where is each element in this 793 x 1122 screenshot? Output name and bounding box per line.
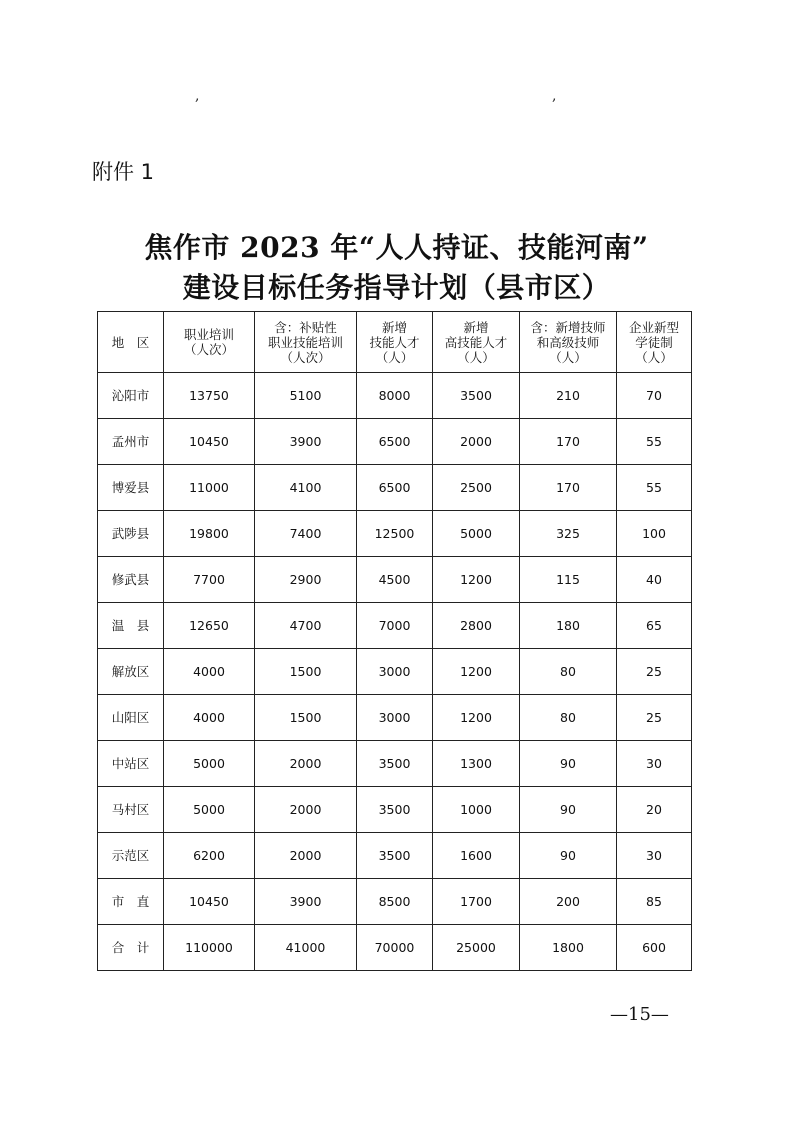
region-cell: 山阳区 [98,695,164,741]
region-cell: 解放区 [98,649,164,695]
value-cell-new-technicians: 210 [520,373,617,419]
value-cell-new-technicians: 170 [520,419,617,465]
scan-mark-right: , [552,88,557,104]
region-cell: 示范区 [98,833,164,879]
column-header-line: 学徒制 [635,334,673,350]
value-cell-enterprise-apprenticeship: 65 [617,603,692,649]
column-header-line: （人） [635,349,673,365]
value-cell-subsidized-training: 3900 [255,879,357,925]
value-cell-new-skilled-talent: 3000 [357,695,433,741]
value-cell-new-high-skilled-talent: 3500 [433,373,520,419]
column-header-line: 新增 [463,319,489,335]
table-row [98,373,692,419]
value-cell-new-skilled-talent: 3500 [357,833,433,879]
document-title-line-2: 建设目标任务指导计划（县市区） [182,271,611,304]
value-cell-enterprise-apprenticeship: 25 [617,649,692,695]
value-cell-new-technicians: 90 [520,833,617,879]
table-body [98,373,692,971]
value-cell-subsidized-training: 4700 [255,603,357,649]
value-cell-subsidized-training: 3900 [255,419,357,465]
table-row [98,741,692,787]
document-title-line-1: 焦作市 2023 年“人人持证、技能河南” [144,231,649,264]
value-cell-new-high-skilled-talent: 1000 [433,787,520,833]
value-cell-new-skilled-talent: 4500 [357,557,433,603]
value-cell-vocational-training: 7700 [164,557,255,603]
value-cell-enterprise-apprenticeship: 100 [617,511,692,557]
table-row [98,465,692,511]
value-cell-vocational-training: 4000 [164,649,255,695]
column-header-line: 技能人才 [369,334,420,350]
table-row [98,787,692,833]
column-header-enterprise-apprenticeship [617,312,692,373]
column-header-line: 新增 [381,319,407,335]
value-cell-vocational-training: 6200 [164,833,255,879]
value-cell-subsidized-training: 4100 [255,465,357,511]
value-cell-vocational-training: 19800 [164,511,255,557]
column-header-line: 和高级技师 [536,334,600,350]
table-row [98,695,692,741]
value-cell-new-technicians: 170 [520,465,617,511]
table-row [98,649,692,695]
value-cell-vocational-training: 5000 [164,787,255,833]
value-cell-subsidized-training: 2900 [255,557,357,603]
value-cell-enterprise-apprenticeship: 600 [617,925,692,971]
value-cell-new-high-skilled-talent: 1200 [433,557,520,603]
value-cell-enterprise-apprenticeship: 30 [617,833,692,879]
value-cell-new-high-skilled-talent: 1200 [433,649,520,695]
column-header-line: 高技能人才 [444,334,508,350]
scan-mark-left: , [195,88,200,104]
region-cell: 马村区 [98,787,164,833]
column-header-line: （人） [549,349,587,365]
value-cell-enterprise-apprenticeship: 70 [617,373,692,419]
region-cell: 市 直 [98,879,164,925]
value-cell-enterprise-apprenticeship: 40 [617,557,692,603]
table-row [98,511,692,557]
value-cell-new-skilled-talent: 3000 [357,649,433,695]
column-header-line: 地 区 [111,334,150,350]
table-row-total [98,925,692,971]
value-cell-enterprise-apprenticeship: 85 [617,879,692,925]
value-cell-new-skilled-talent: 3500 [357,741,433,787]
table-row [98,603,692,649]
value-cell-new-skilled-talent: 70000 [357,925,433,971]
value-cell-new-technicians: 115 [520,557,617,603]
column-header-line: （人次） [183,342,234,357]
target-task-table [97,311,692,971]
table-row [98,833,692,879]
column-header-line: 职业技能培训 [267,334,343,350]
table-header [98,312,692,373]
value-cell-new-high-skilled-talent: 5000 [433,511,520,557]
value-cell-new-technicians: 90 [520,741,617,787]
value-cell-vocational-training: 5000 [164,741,255,787]
value-cell-vocational-training: 12650 [164,603,255,649]
value-cell-enterprise-apprenticeship: 20 [617,787,692,833]
value-cell-new-skilled-talent: 12500 [357,511,433,557]
value-cell-new-high-skilled-talent: 25000 [433,925,520,971]
value-cell-new-technicians: 1800 [520,925,617,971]
column-header-line: 含：新增技师 [530,319,606,335]
value-cell-subsidized-training: 2000 [255,787,357,833]
value-cell-new-skilled-talent: 6500 [357,419,433,465]
column-header-region [98,312,164,373]
value-cell-new-skilled-talent: 8000 [357,373,433,419]
value-cell-vocational-training: 4000 [164,695,255,741]
table-row [98,557,692,603]
column-header-line: 含：补贴性 [274,319,337,335]
value-cell-subsidized-training: 7400 [255,511,357,557]
value-cell-subsidized-training: 1500 [255,649,357,695]
column-header-line: 企业新型 [628,319,679,335]
table-row [98,419,692,465]
column-header-line: （人） [457,349,495,365]
column-header-new-high-skilled-talent [433,312,520,373]
value-cell-new-technicians: 180 [520,603,617,649]
value-cell-new-high-skilled-talent: 1300 [433,741,520,787]
value-cell-new-high-skilled-talent: 2000 [433,419,520,465]
region-cell: 修武县 [98,557,164,603]
value-cell-new-high-skilled-talent: 1600 [433,833,520,879]
value-cell-new-skilled-talent: 8500 [357,879,433,925]
region-cell: 博爱县 [98,465,164,511]
value-cell-vocational-training: 11000 [164,465,255,511]
value-cell-new-skilled-talent: 7000 [357,603,433,649]
value-cell-new-technicians: 325 [520,511,617,557]
column-header-line: （人） [375,349,414,365]
value-cell-new-technicians: 200 [520,879,617,925]
value-cell-vocational-training: 10450 [164,879,255,925]
value-cell-new-technicians: 90 [520,787,617,833]
value-cell-subsidized-training: 2000 [255,741,357,787]
value-cell-enterprise-apprenticeship: 55 [617,465,692,511]
value-cell-vocational-training: 110000 [164,925,255,971]
region-cell: 温 县 [98,603,164,649]
value-cell-subsidized-training: 1500 [255,695,357,741]
value-cell-enterprise-apprenticeship: 30 [617,741,692,787]
value-cell-vocational-training: 10450 [164,419,255,465]
value-cell-vocational-training: 13750 [164,373,255,419]
page-number: —15— [610,1004,669,1025]
column-header-line: 职业培训 [183,327,234,342]
region-cell: 合 计 [98,925,164,971]
header-row [98,312,692,373]
value-cell-new-high-skilled-talent: 1700 [433,879,520,925]
value-cell-enterprise-apprenticeship: 25 [617,695,692,741]
value-cell-new-high-skilled-talent: 2500 [433,465,520,511]
region-cell: 沁阳市 [98,373,164,419]
column-header-new-skilled-talent [357,312,433,373]
value-cell-new-skilled-talent: 3500 [357,787,433,833]
column-header-subsidized-training [255,312,357,373]
region-cell: 中站区 [98,741,164,787]
region-cell: 孟州市 [98,419,164,465]
value-cell-enterprise-apprenticeship: 55 [617,419,692,465]
value-cell-subsidized-training: 5100 [255,373,357,419]
value-cell-new-technicians: 80 [520,649,617,695]
value-cell-new-high-skilled-talent: 1200 [433,695,520,741]
column-header-vocational-training [164,312,255,373]
attachment-label: 附件 1 [92,160,155,184]
value-cell-new-high-skilled-talent: 2800 [433,603,520,649]
value-cell-new-skilled-talent: 6500 [357,465,433,511]
column-header-line: （人次） [280,349,331,365]
region-cell: 武陟县 [98,511,164,557]
column-header-new-technicians [520,312,617,373]
table-row [98,879,692,925]
value-cell-subsidized-training: 2000 [255,833,357,879]
value-cell-subsidized-training: 41000 [255,925,357,971]
value-cell-new-technicians: 80 [520,695,617,741]
